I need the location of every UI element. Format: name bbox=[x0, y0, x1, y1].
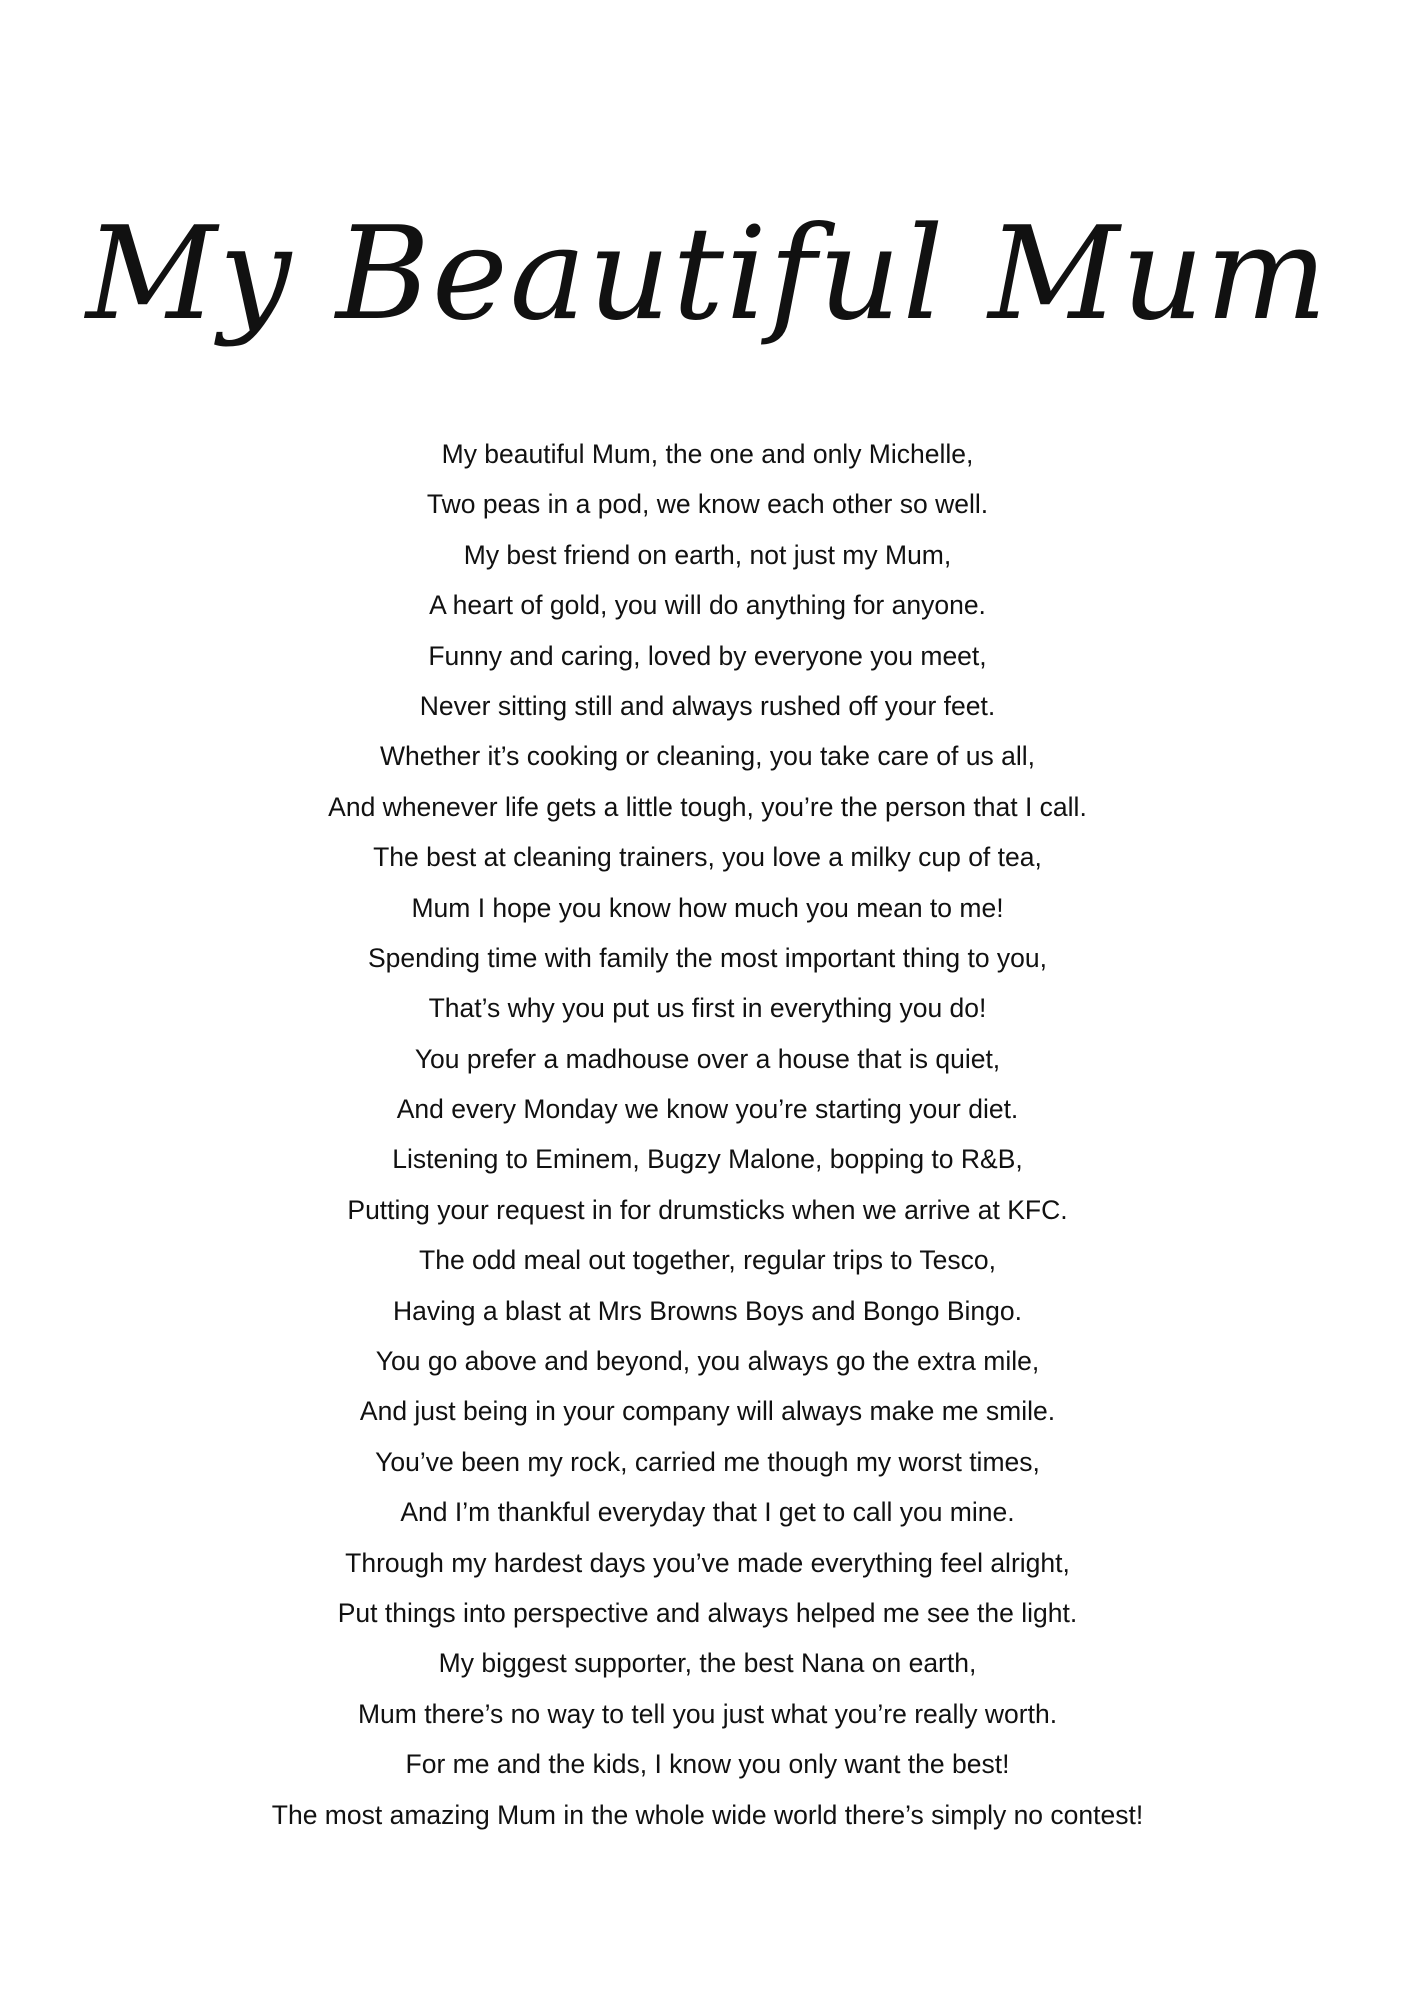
poem-line: My biggest supporter, the best Nana on earth, bbox=[438, 1648, 977, 1679]
poem-line: Put things into perspective and always helped me see the light. bbox=[337, 1597, 1078, 1628]
poem-line: And every Monday we know you’re starting your diet. bbox=[396, 1094, 1019, 1125]
poem-line: Two peas in a pod, we know each other so well. bbox=[426, 489, 989, 520]
poem-line: You’ve been my rock, carried me though my worst times, bbox=[375, 1446, 1040, 1477]
poem-line: A heart of gold, you will do anything for anyone. bbox=[429, 590, 986, 621]
poem-title: My Beautiful Mum bbox=[85, 200, 1330, 349]
poem-line: And I’m thankful everyday that I get to call you mine. bbox=[400, 1497, 1015, 1528]
poem-line: Having a blast at Mrs Browns Boys and Bongo Bingo. bbox=[393, 1295, 1022, 1326]
poem-line: The best at cleaning trainers, you love a milky cup of tea, bbox=[373, 842, 1042, 873]
poem-line: And just being in your company will always make me smile. bbox=[359, 1396, 1056, 1427]
poem-line: You prefer a madhouse over a house that is quiet, bbox=[414, 1043, 1001, 1074]
poem-line: Through my hardest days you’ve made everything feel alright, bbox=[345, 1547, 1070, 1578]
poem-line: My best friend on earth, not just my Mum, bbox=[463, 539, 952, 570]
poem-line: Funny and caring, loved by everyone you meet, bbox=[428, 640, 987, 671]
poem-line: For me and the kids, I know you only want the best! bbox=[405, 1749, 1010, 1780]
poem-line: Mum there’s no way to tell you just what you’re really worth. bbox=[357, 1698, 1058, 1729]
poem-line: Mum I hope you know how much you mean to me! bbox=[411, 892, 1004, 923]
poem-line: That’s why you put us first in everything you do! bbox=[428, 993, 987, 1024]
poem-body bbox=[0, 429, 1415, 1840]
poem-line: Listening to Eminem, Bugzy Malone, bopping to R&B, bbox=[392, 1144, 1023, 1175]
poem-line: The most amazing Mum in the whole wide world there’s simply no contest! bbox=[271, 1799, 1144, 1830]
poem-line: Never sitting still and always rushed off your feet. bbox=[419, 690, 996, 721]
poem-line: Whether it’s cooking or cleaning, you take care of us all, bbox=[380, 741, 1035, 772]
poem-line: And whenever life gets a little tough, you’re the person that I call. bbox=[328, 791, 1087, 822]
poem-line: The odd meal out together, regular trips to Tesco, bbox=[419, 1245, 996, 1276]
poem-line: Spending time with family the most important thing to you, bbox=[367, 942, 1048, 973]
poem-line: My beautiful Mum, the one and only Michelle, bbox=[441, 439, 974, 469]
poem-line: Putting your request in for drumsticks when we arrive at KFC. bbox=[347, 1194, 1068, 1225]
poem-line: You go above and beyond, you always go the extra mile, bbox=[375, 1346, 1040, 1377]
